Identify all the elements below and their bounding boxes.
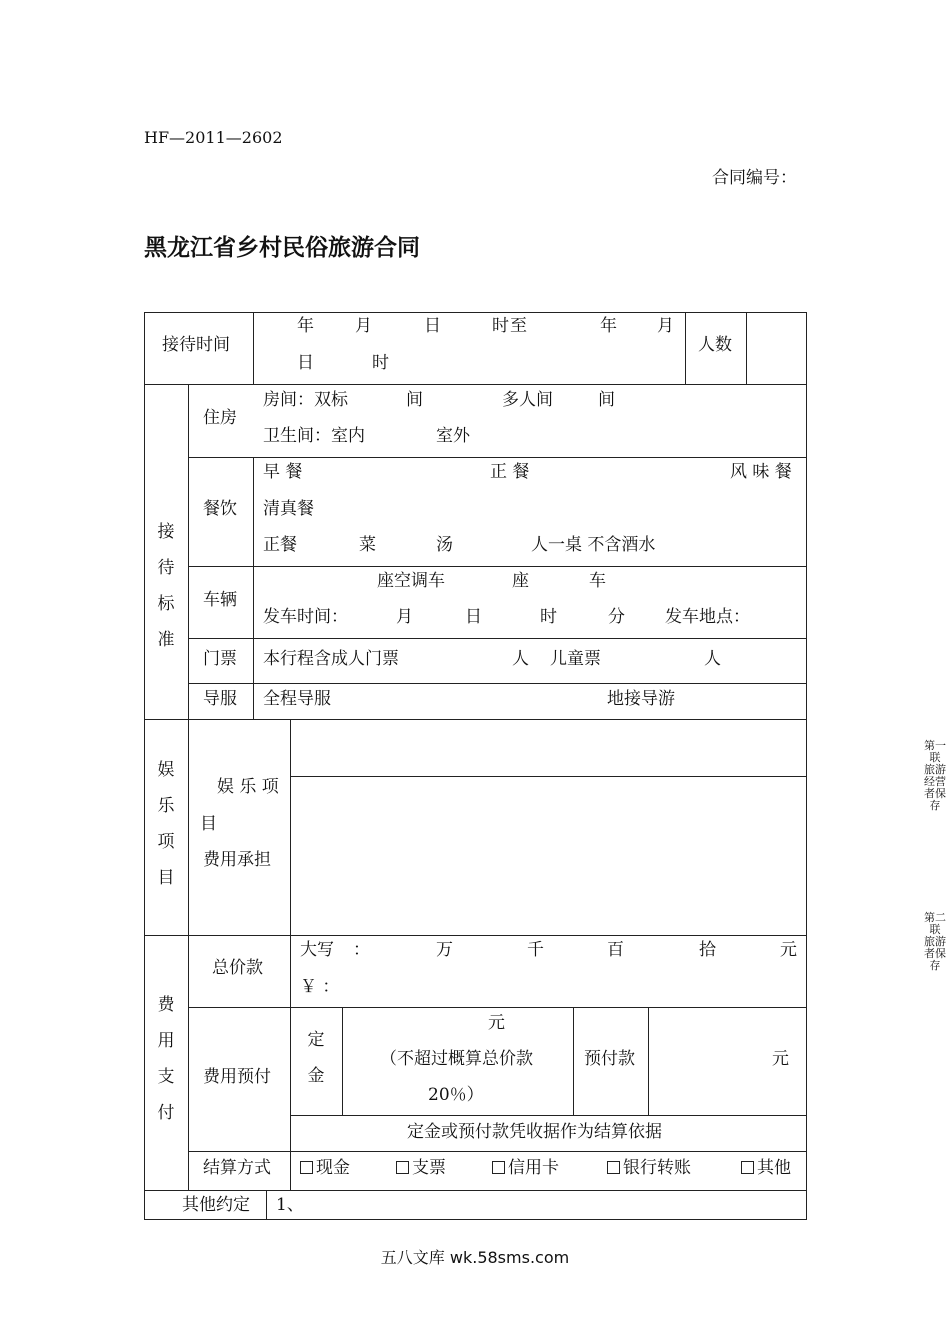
table-border-bottom [144,1219,807,1220]
adult-unit-label: 人 [512,649,529,669]
deposit-yuan-label: 元 [488,1013,505,1033]
table-rule [685,312,686,384]
depart-place-label: 发车地点： [665,607,750,627]
room-type-label: 房间：双标 [263,390,348,410]
seat-label: 座 [512,571,529,591]
table-border-right [806,312,807,1219]
adult-ticket-label: 本行程含成人门票 [263,649,399,669]
settlement-method-label: 结算方式 [203,1158,271,1178]
hour-label: 时 [372,353,389,373]
other-agreement-item: 1、 [276,1195,304,1215]
dining-label: 餐饮 [203,499,237,519]
month-label: 月 [657,316,674,336]
table-border-top [144,312,807,313]
main-meal-label-2: 正餐 [263,535,297,555]
method-cash[interactable]: 现金 [300,1158,350,1178]
table-rule [253,312,254,384]
table-rule [290,1115,807,1116]
table-border-left [144,312,145,1219]
full-guide-label: 全程导服 [263,689,331,709]
table-rule [266,1190,267,1219]
copy-note-second: 第二联 旅游者保存 [924,911,946,972]
payment-label: 费用支付 [157,995,175,1123]
table-rule [188,566,807,567]
entertainment-item-label-cont: 目 [200,814,217,834]
table-rule [746,312,747,384]
table-rule [144,384,807,385]
year-label: 年 [297,316,314,336]
hour-label: 时 [492,316,509,336]
main-meal-label: 正 餐 [490,462,530,482]
child-ticket-label: 儿童票 [550,649,601,669]
depart-time-label: 发车时间： [263,607,348,627]
table-rule [188,1007,807,1008]
reception-time-label: 接待时间 [162,335,230,355]
hour-label: 时 [540,607,557,627]
table-rule [188,683,807,684]
outdoor-label: 室外 [436,426,470,446]
reception-standard-label: 接待标准 [157,522,175,650]
table-rule [573,1007,574,1115]
other-agreement-label: 其他约定 [182,1195,250,1215]
checkbox-icon [300,1161,313,1174]
vehicle-label: 车辆 [203,590,237,610]
table-rule [290,776,807,777]
multi-room-label: 多人间 [502,390,553,410]
people-count-label: 人数 [698,335,732,355]
table-rule [188,638,807,639]
table-rule [144,935,807,936]
footer-source: 五八文库 wk.58sms.com [380,1248,570,1267]
day-label: 日 [424,316,441,336]
bathroom-label: 卫生间：室内 [263,426,365,446]
table-rule [188,457,807,458]
deposit-note-percent: 20％） [428,1085,484,1105]
table-rule [253,457,254,719]
advance-yuan-label: 元 [772,1049,789,1069]
checkbox-icon [396,1161,409,1174]
method-other[interactable]: 其他 [741,1158,791,1178]
table-rule [144,719,807,720]
colon-label: ： [353,940,370,960]
halal-meal-label: 清真餐 [263,499,314,519]
qian-label: 千 [527,940,544,960]
day-label: 日 [297,353,314,373]
checkbox-icon [492,1161,505,1174]
table-rule [290,719,291,1190]
table-rule [342,1007,343,1115]
entertainment-label: 娱乐项目 [157,760,175,888]
method-check[interactable]: 支票 [396,1158,446,1178]
month-label: 月 [355,316,372,336]
year-label: 年 [600,316,617,336]
entertainment-item-label: 娱 乐 项 [217,777,279,797]
total-price-label: 总价款 [212,958,263,978]
table-rule [188,1151,807,1152]
car-label: 车 [589,571,606,591]
child-unit-label: 人 [704,649,721,669]
page-title: 黑龙江省乡村民俗旅游合同 [144,235,420,261]
checkbox-icon [741,1161,754,1174]
document-code: HF—2011—2602 [144,128,283,147]
method-credit-card[interactable]: 信用卡 [492,1158,559,1178]
local-guide-label: 地接导游 [607,689,675,709]
yen-amount-label: ￥ ： [300,977,340,997]
minute-label: 分 [608,607,625,627]
table-rule [188,384,189,1190]
checkbox-icon [607,1161,620,1174]
deposit-label: 定金 [307,1030,325,1086]
breakfast-label: 早 餐 [263,462,303,482]
guide-label: 导服 [203,689,237,709]
advance-payment-label: 预付款 [584,1049,635,1069]
bai-label: 百 [607,940,624,960]
copy-note-first: 第一联 旅游经营者保存 [924,739,946,812]
multi-room-unit-label: 间 [598,390,615,410]
settlement-basis-note: 定金或预付款凭收据作为结算依据 [407,1122,662,1142]
uppercase-amount-label: 大写 [300,940,334,960]
month-label: 月 [396,607,413,627]
to-label: 至 [510,316,527,336]
room-unit-label: 间 [406,390,423,410]
method-bank-transfer[interactable]: 银行转账 [607,1158,691,1178]
ticket-label: 门票 [203,649,237,669]
yuan-label: 元 [780,940,797,960]
dish-label: 菜 [359,535,376,555]
flavor-meal-label: 风 味 餐 [730,462,792,482]
wan-label: 万 [436,940,453,960]
cost-bearer-label: 费用承担 [203,850,271,870]
ac-coach-label: 座空调车 [377,571,445,591]
soup-label: 汤 [436,535,453,555]
deposit-note: （不超过概算总价款 [380,1049,533,1069]
per-table-label: 人一桌 不含酒水 [531,535,656,555]
day-label: 日 [465,607,482,627]
table-rule [648,1007,649,1115]
shi-label: 拾 [699,940,716,960]
table-rule [144,1190,807,1191]
prepay-label: 费用预付 [203,1067,271,1087]
lodging-label: 住房 [203,408,237,428]
contract-number-label: 合同编号： [712,168,797,188]
